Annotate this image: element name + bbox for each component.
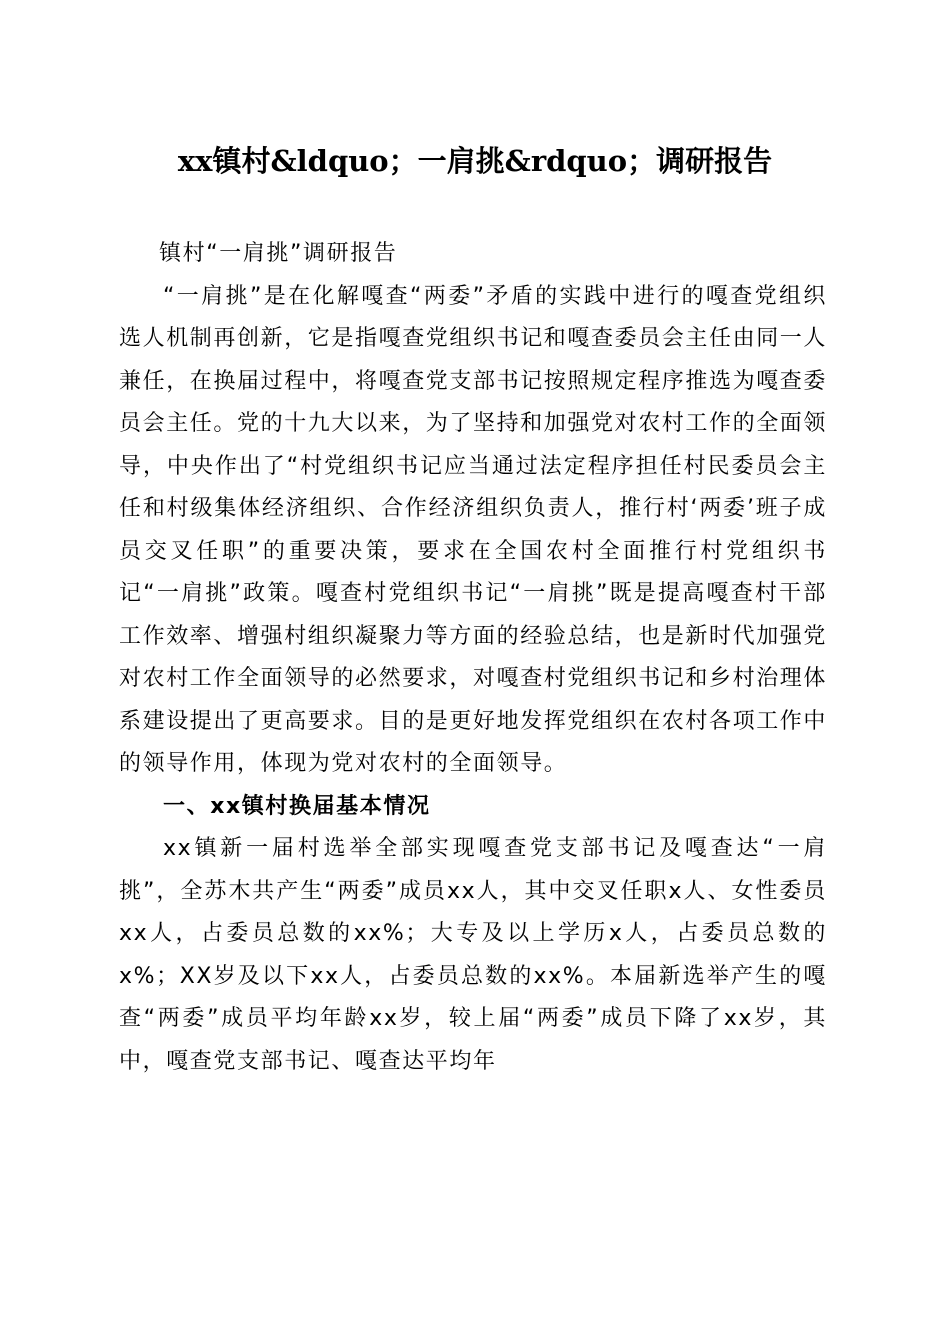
paragraph: “一肩挑”是在化解嘎查“两委”矛盾的实践中进行的嘎查党组织选人机制再创新，它是指嘎查党组织书记和嘎查委员会主任由同一人兼任，在换届过程中，将嘎查党支部书记按照规定程序推选为嘎查委员会主任。党的十九大以来，为了坚持和加强党对农村工作的全面领导，中央作出了“村党组织书记应当通过法定程序担任村民委员会主任和村级集体经济组织、合作经济组织负责人，推行村‘两委’班子成员交叉任职”的重要决策，要求在全国农村全面推行村党组织书记“一肩挑”政策。嘎查村党组织书记“一肩挑”既是提高嘎查村干部工作效率、增强村组织凝聚力等方面的经验总结，也是新时代加强党对农村工作全面领导的必然要求，对嘎查村党组织书记和乡村治理体系建设提出了更高要求。目的是更好地发挥党组织在农村各项工作中的领导作用，体现为党对农村的全面领导。 xyxy=(119,283,828,776)
section-heading: 一、xx镇村换届基本情况 xyxy=(163,793,431,819)
document-subtitle: 镇村“一肩挑”调研报告 xyxy=(159,241,398,266)
paragraph: xx镇新一届村选举全部实现嘎查党支部书记及嘎查达“一肩挑”，全苏木共产生“两委”成员xx人，其中交叉任职x人、女性委员xx人，占委员总数的xx%；大专及以上学历x人，占委员总数的x%；XX岁及以下xx人，占委员总数的xx%。本届新选举产生的嘎查“两委”成员平均年龄xx岁，较上届“两委”成员下降了xx岁，其中，嘎查党支部书记、嘎查达平均年 xyxy=(119,836,827,1074)
document-title: xx镇村&ldquo；一肩挑&rdquo；调研报告 xyxy=(177,144,773,178)
document-body xyxy=(119,233,827,1083)
